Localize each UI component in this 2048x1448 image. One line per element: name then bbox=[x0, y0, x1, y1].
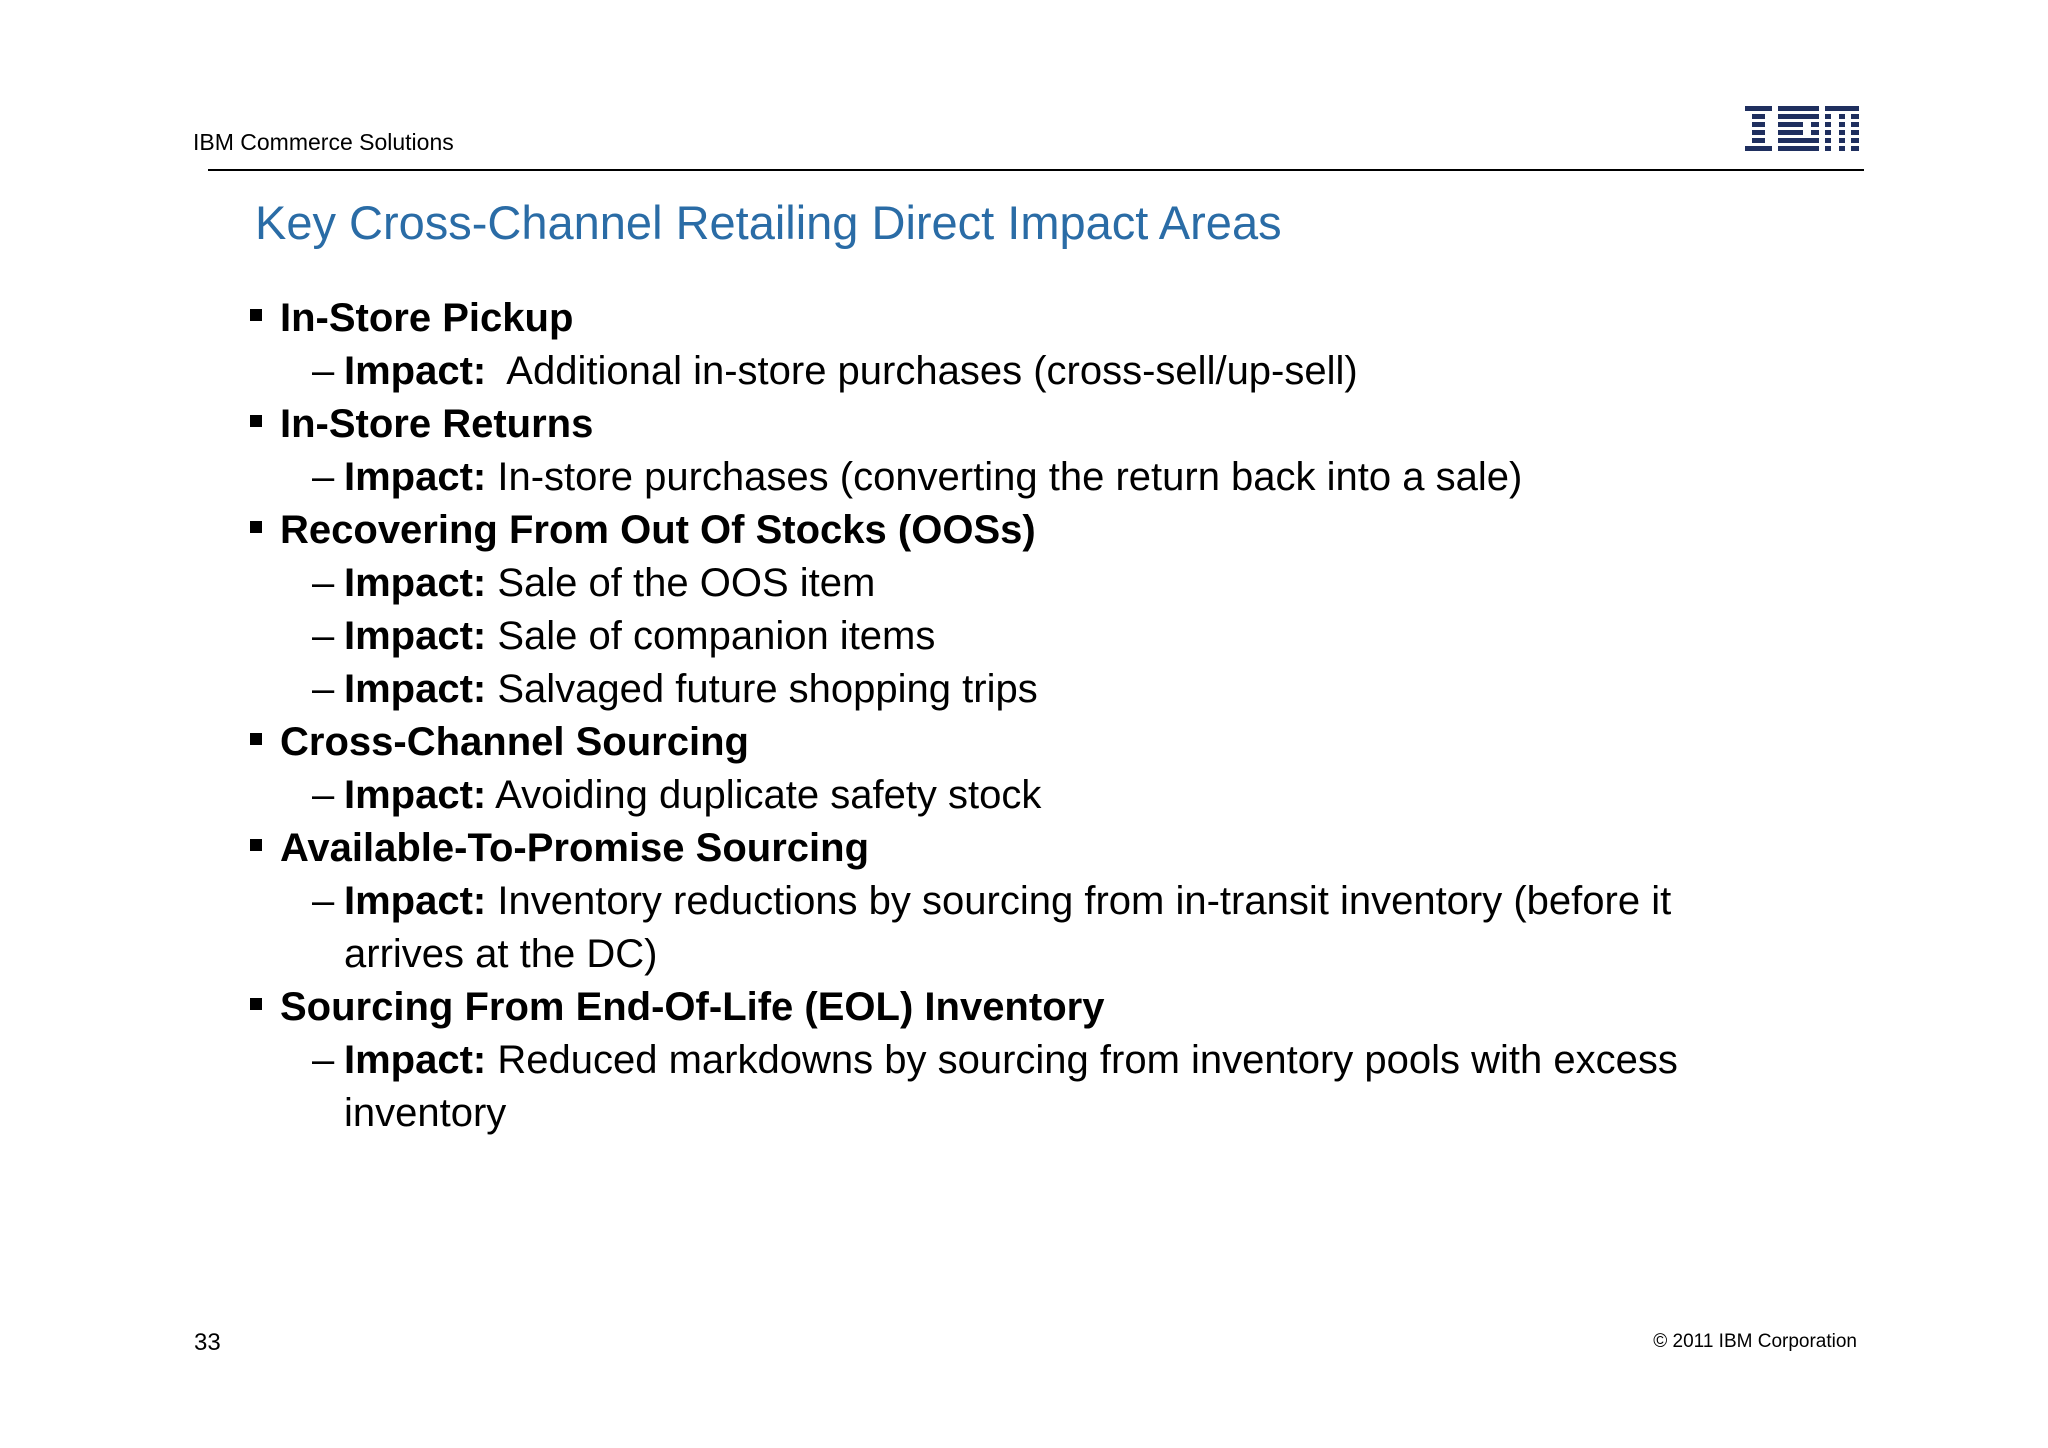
dash-marker: – bbox=[312, 455, 335, 499]
slide-title: Key Cross-Channel Retailing Direct Impact Areas bbox=[255, 196, 1282, 249]
impact-keyword: Impact: bbox=[344, 349, 487, 393]
dash-marker: – bbox=[312, 349, 335, 393]
impact-text: Additional in-store purchases (cross-sell/up-sell) bbox=[486, 349, 1358, 393]
bullet-item-atp-sourcing bbox=[280, 822, 869, 875]
impact-continuation: inventory bbox=[344, 1091, 507, 1135]
impact-keyword: Impact: bbox=[344, 773, 487, 817]
dash-marker: – bbox=[312, 667, 335, 711]
header-rule bbox=[208, 169, 1864, 171]
bullet-heading: In-Store Pickup bbox=[280, 296, 574, 340]
square-bullet-icon bbox=[250, 839, 262, 851]
bullet-item-in-store-returns bbox=[280, 398, 593, 451]
copyright-notice: © 2011 IBM Corporation bbox=[1653, 1331, 1857, 1352]
impact-keyword: Impact: bbox=[344, 1038, 487, 1082]
impact-line bbox=[312, 769, 1041, 822]
impact-keyword: Impact: bbox=[344, 614, 487, 658]
bullet-heading: Cross-Channel Sourcing bbox=[280, 720, 749, 764]
bullet-item-recovering-oos bbox=[280, 504, 1036, 557]
impact-line bbox=[312, 557, 875, 610]
dash-marker: – bbox=[312, 773, 335, 817]
impact-text: Sale of the OOS item bbox=[486, 561, 876, 605]
impact-line bbox=[312, 451, 1522, 504]
square-bullet-icon bbox=[250, 998, 262, 1010]
impact-text: In-store purchases (converting the return back into a sale) bbox=[486, 455, 1523, 499]
page-number: 33 bbox=[194, 1329, 221, 1356]
impact-text: Sale of companion items bbox=[486, 614, 936, 658]
bullet-item-eol-sourcing bbox=[280, 981, 1104, 1034]
impact-text: Reduced markdowns by sourcing from inventory pools with excess bbox=[486, 1038, 1678, 1082]
impact-text: Avoiding duplicate safety stock bbox=[486, 773, 1042, 817]
impact-line bbox=[312, 875, 1671, 928]
impact-continuation: arrives at the DC) bbox=[344, 932, 658, 976]
impact-keyword: Impact: bbox=[344, 667, 487, 711]
square-bullet-icon bbox=[250, 521, 262, 533]
impact-line bbox=[312, 663, 1038, 716]
impact-line bbox=[312, 610, 935, 663]
bullet-item-cross-channel-sourcing bbox=[280, 716, 749, 769]
impact-keyword: Impact: bbox=[344, 879, 487, 923]
impact-keyword: Impact: bbox=[344, 455, 487, 499]
bullet-heading: Sourcing From End-Of-Life (EOL) Inventory bbox=[280, 985, 1105, 1029]
dash-marker: – bbox=[312, 879, 335, 923]
impact-text: Salvaged future shopping trips bbox=[486, 667, 1038, 711]
header-label: IBM Commerce Solutions bbox=[193, 129, 454, 155]
impact-text: Inventory reductions by sourcing from in-transit inventory (before it bbox=[486, 879, 1672, 923]
impact-keyword: Impact: bbox=[344, 561, 487, 605]
square-bullet-icon bbox=[250, 415, 262, 427]
dash-marker: – bbox=[312, 614, 335, 658]
bullet-heading: Available-To-Promise Sourcing bbox=[280, 826, 870, 870]
square-bullet-icon bbox=[250, 733, 262, 745]
bullet-heading: Recovering From Out Of Stocks (OOSs) bbox=[280, 508, 1036, 552]
dash-marker: – bbox=[312, 1038, 335, 1082]
ibm-logo bbox=[1745, 106, 1859, 158]
bullet-item-in-store-pickup bbox=[280, 292, 573, 345]
bullet-heading: In-Store Returns bbox=[280, 402, 594, 446]
dash-marker: – bbox=[312, 561, 335, 605]
impact-line bbox=[312, 345, 1358, 398]
square-bullet-icon bbox=[250, 309, 262, 321]
impact-line bbox=[312, 1034, 1678, 1087]
